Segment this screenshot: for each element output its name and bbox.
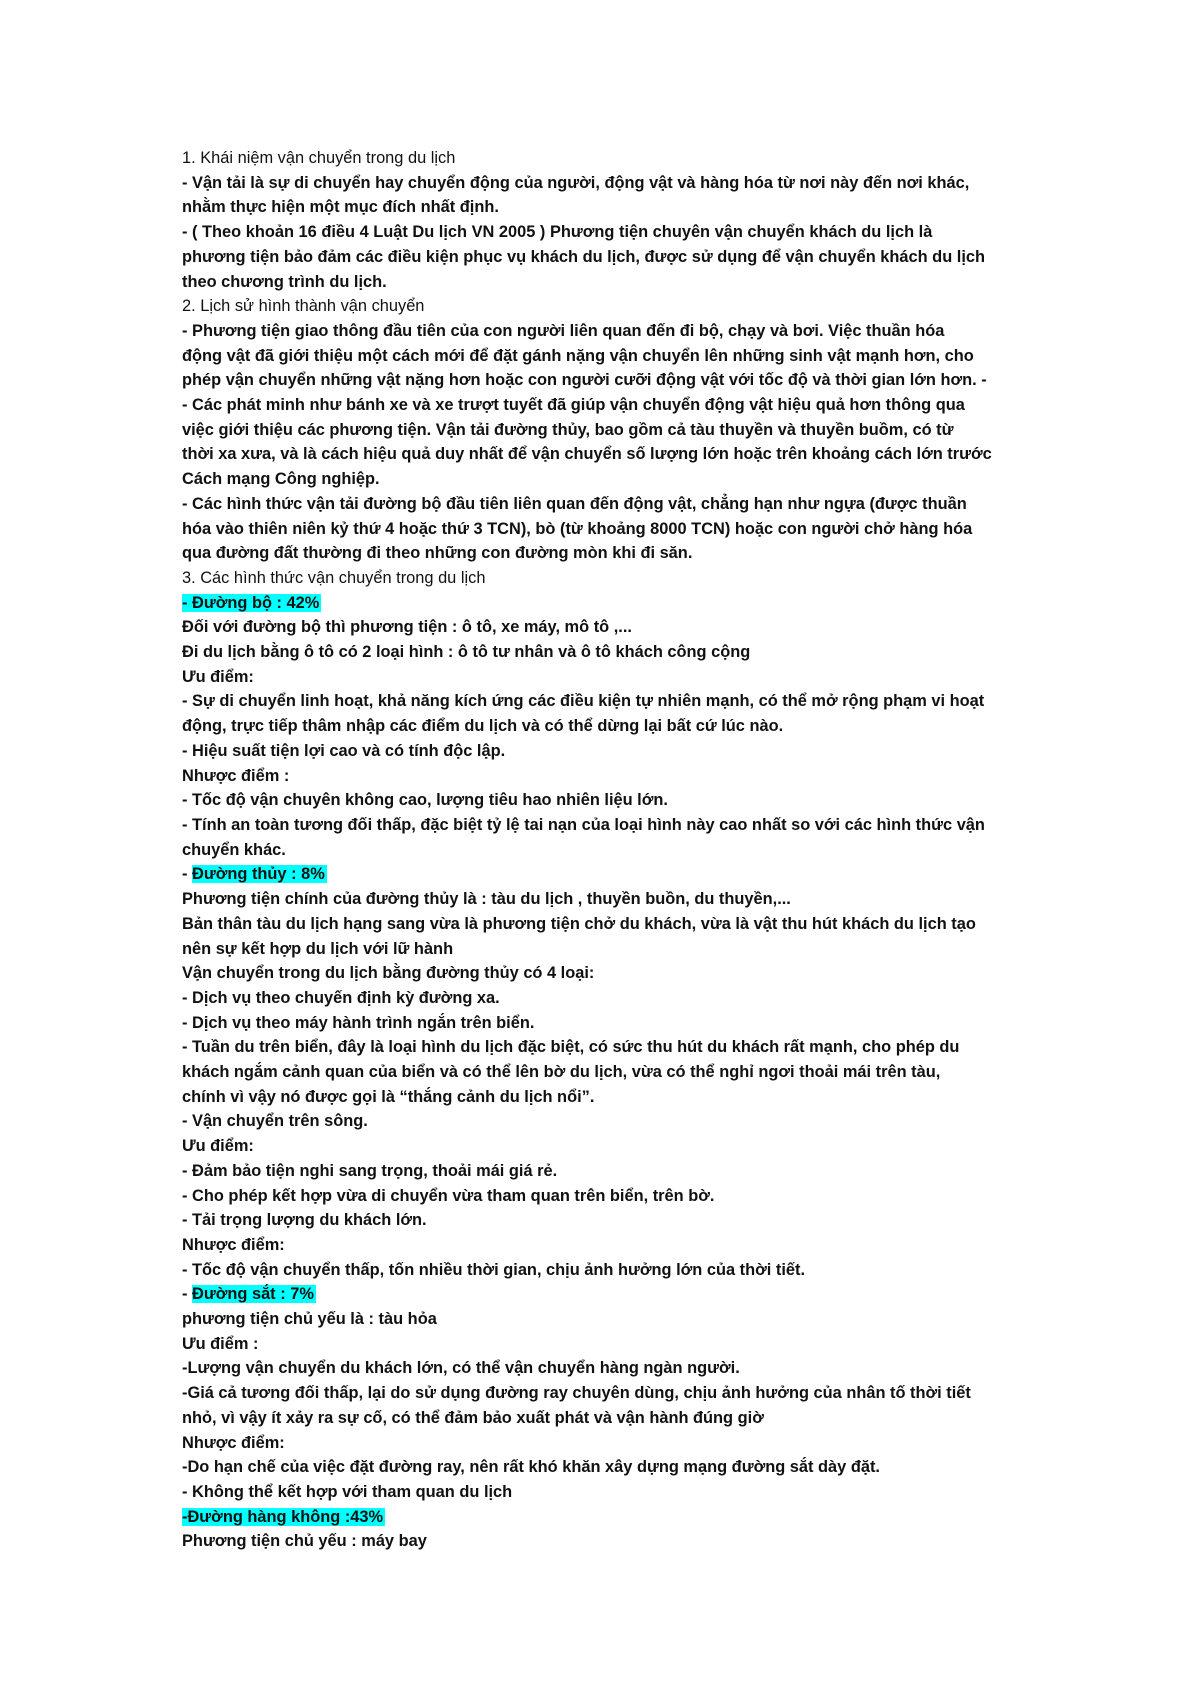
water-heading-line: [182, 862, 1032, 887]
paragraph-line: phương tiện chủ yếu là : tàu hỏa: [182, 1310, 437, 1329]
paragraph-line: việc giới thiệu các phương tiện. Vận tải đường thủy, bao gồm cả tàu thuyền và thuyền buồm, có từ: [182, 420, 954, 439]
paragraph-line: Nhược điểm :: [182, 766, 290, 785]
paragraph-line: - Các phát minh như bánh xe và xe trượt tuyết đã giúp vận chuyển động vật hiệu quả hơn thông qua: [182, 396, 965, 415]
paragraph-line: nhằm thực hiện một mục đích nhất định.: [182, 198, 499, 217]
paragraph-line: Nhược điểm:: [182, 1433, 285, 1452]
highlight-rail: Đường sắt : 7%: [192, 1285, 314, 1304]
paragraph-line: thời xa xưa, và là cách hiệu quả duy nhất để vận chuyển số lượng lớn hoặc trên khoảng cách lớn trước: [182, 445, 992, 464]
paragraph-line: - Phương tiện giao thông đầu tiên của con người liên quan đến đi bộ, chạy và bơi. Việc thuần hóa: [182, 321, 945, 340]
paragraph-line: Bản thân tàu du lịch hạng sang vừa là phương tiện chở du khách, vừa là vật thu hút khách du lịch tạo: [182, 914, 976, 933]
paragraph-line: - Cho phép kết hợp vừa di chuyển vừa tham quan trên biển, trên bờ.: [182, 1186, 715, 1205]
paragraph-line: Nhược điểm:: [182, 1235, 285, 1254]
paragraph-line: động vật đã giới thiệu một cách mới để đặt gánh nặng vận chuyển lên những sinh vật mạnh hơn, cho: [182, 346, 974, 365]
paragraph-line: - Tính an toàn tương đối thấp, đặc biệt tỷ lệ tai nạn của loại hình này cao nhất so với các hình thức vận: [182, 815, 985, 834]
paragraph-line: Vận chuyển trong du lịch bằng đường thủy có 4 loại:: [182, 964, 595, 983]
paragraph-line: khách ngắm cảnh quan của biển và có thể lên bờ du lịch, vừa có thể nghỉ ngơi thoải mái trên tàu,: [182, 1063, 941, 1082]
highlight-air: -Đường hàng không :43%: [182, 1507, 384, 1526]
heading-forms: 3. Các hình thức vận chuyển trong du lịch: [182, 568, 486, 587]
paragraph-line: -Do hạn chế của việc đặt đường ray, nên rất khó khăn xây dựng mạng đường sắt dày đặt.: [182, 1458, 880, 1477]
paragraph-line: - Vận tải là sự di chuyển hay chuyển động của người, động vật và hàng hóa từ nơi này đến nơi khác,: [182, 173, 970, 192]
paragraph-line: - Hiệu suất tiện lợi cao và có tính độc lập.: [182, 741, 506, 760]
paragraph-line: nên sự kết hợp du lịch với lữ hành: [182, 939, 454, 958]
paragraph-line: Cách mạng Công nghiệp.: [182, 470, 380, 489]
paragraph-line: nhỏ, vì vậy ít xảy ra sự cố, có thể đảm bảo xuất phát và vận hành đúng giờ: [182, 1408, 764, 1427]
heading-concept: 1. Khái niệm vận chuyển trong du lịch: [182, 149, 456, 167]
paragraph-line: phương tiện bảo đảm các điều kiện phục vụ khách du lịch, được sử dụng để vận chuyển khách du lịch: [182, 247, 985, 266]
paragraph-line: - Sự di chuyển linh hoạt, khả năng kích ứng các điều kiện tự nhiên mạnh, có thể mở rộng phạm vi hoạt: [182, 692, 985, 711]
paragraph-line: - Đảm bảo tiện nghi sang trọng, thoải mái giá rẻ.: [182, 1161, 558, 1180]
rail-heading-line: [182, 1282, 1032, 1307]
dash-prefix: -: [182, 865, 193, 884]
paragraph-line: qua đường đất thường đi theo những con đường mòn khi đi săn.: [182, 544, 693, 563]
paragraph-line: - Các hình thức vận tải đường bộ đầu tiên liên quan đến động vật, chẳng hạn như ngựa (được thuần: [182, 494, 967, 513]
paragraph-line: - Tốc độ vận chuyển thấp, tốn nhiều thời gian, chịu ảnh hưởng lớn của thời tiết.: [182, 1260, 806, 1279]
paragraph-line: -Lượng vận chuyển du khách lớn, có thể vận chuyển hàng ngàn người.: [182, 1359, 740, 1378]
paragraph-line: Ưu điểm:: [182, 667, 254, 686]
paragraph-line: chính vì vậy nó được gọi là “thắng cảnh du lịch nổi”.: [182, 1087, 595, 1106]
paragraph-line: Phương tiện chủ yếu : máy bay: [182, 1532, 427, 1551]
paragraph-line: - Tốc độ vận chuyên không cao, lượng tiêu hao nhiên liệu lớn.: [182, 791, 668, 810]
air-heading-line: [182, 1505, 1032, 1530]
paragraph-line: Đi du lịch bằng ô tô có 2 loại hình : ô tô tư nhân và ô tô khách công cộng: [182, 643, 751, 662]
paragraph-line: - Không thể kết hợp với tham quan du lịch: [182, 1482, 513, 1501]
paragraph-line: - Vận chuyển trên sông.: [182, 1112, 368, 1131]
paragraph-line: - Dịch vụ theo máy hành trình ngắn trên biển.: [182, 1013, 535, 1032]
paragraph-line: Đối với đường bộ thì phương tiện : ô tô, xe máy, mô tô ,...: [182, 618, 632, 637]
paragraph-line: phép vận chuyển những vật nặng hơn hoặc con người cưỡi động vật với tốc độ và thời gian lớn hơn. -: [182, 371, 987, 390]
document-body: [182, 146, 1032, 1554]
highlight-water: Đường thủy : 8%: [192, 865, 325, 884]
paragraph-line: chuyển khác.: [182, 840, 286, 859]
highlight-road: - Đường bộ : 42%: [182, 593, 320, 612]
heading-history: 2. Lịch sử hình thành vận chuyển: [182, 297, 425, 316]
paragraph-line: - Dịch vụ theo chuyến định kỳ đường xa.: [182, 988, 500, 1007]
paragraph-line: hóa vào thiên niên kỷ thứ 4 hoặc thứ 3 TCN), bò (từ khoảng 8000 TCN) hoặc con người chở hàng hóa: [182, 519, 973, 538]
paragraph-line: Ưu điểm:: [182, 1137, 254, 1156]
paragraph-line: - Tuần du trên biển, đây là loại hình du lịch đặc biệt, có sức thu hút du khách rất mạnh, cho phép du: [182, 1038, 960, 1057]
paragraph-line: - Tải trọng lượng du khách lớn.: [182, 1211, 427, 1230]
paragraph-line: -Giá cả tương đối thấp, lại do sử dụng đường ray chuyên dùng, chịu ảnh hưởng của nhân tố thời tiết: [182, 1384, 971, 1403]
paragraph-line: - ( Theo khoản 16 điều 4 Luật Du lịch VN 2005 ) Phương tiện chuyên vận chuyển khách du lịch là: [182, 223, 933, 242]
paragraph-line: Ưu điểm :: [182, 1334, 259, 1353]
dash-prefix: -: [182, 1285, 193, 1304]
paragraph-line: theo chương trình du lịch.: [182, 272, 387, 291]
paragraph-line: động, trực tiếp thâm nhập các điểm du lịch và có thể dừng lại bất cứ lúc nào.: [182, 717, 784, 736]
paragraph-line: Phương tiện chính của đường thủy là : tàu du lịch , thuyền buồn, du thuyền,...: [182, 890, 791, 909]
road-heading-line: [182, 591, 1032, 616]
